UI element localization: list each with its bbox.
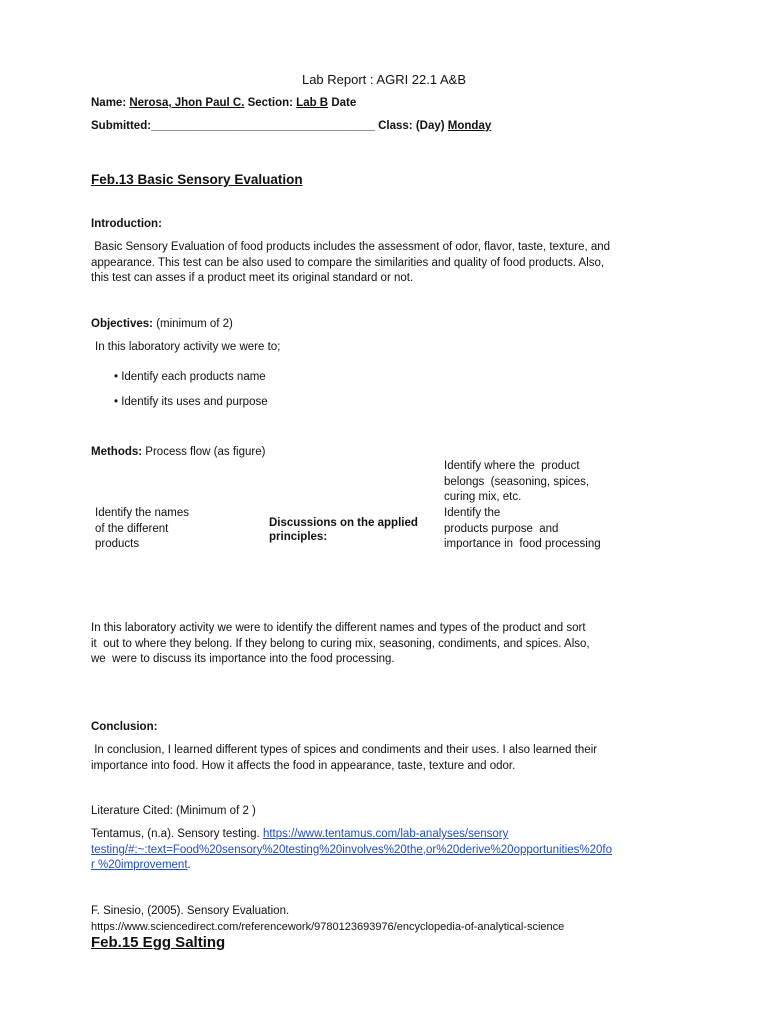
text-line: In conclusion, I learned different types of spices and condiments and their uses. I also learned their [91,744,598,756]
text-line: Basic Sensory Evaluation of food products includes the assessment of odor, flavor, taste, texture, and [91,241,611,253]
introduction-label: Introduction: [91,218,162,230]
section-heading-sensory: Feb.13 Basic Sensory Evaluation [91,172,303,187]
name-label: Name: [91,97,127,109]
reference-sinesio [91,904,564,935]
text-line: belongs (seasoning, spices, [444,475,590,488]
text-line: importance in food processing [444,538,601,550]
objective-item: • Identify each products name [114,371,266,383]
objectives-label: Objectives: [91,318,153,330]
text-line: appearance. This test can be also used to compare the similarities and quality of food products. Also, [91,256,605,269]
text-line: this test can asses if a product meet its original standard or not. [91,272,414,284]
conclusion-paragraph [91,743,597,774]
name-value: Nerosa, Jhon Paul C. [129,97,245,109]
methods-label: Methods: [91,446,143,458]
objectives-heading [91,318,233,330]
reference-link[interactable]: https://www.tentamus.com/lab-analyses/sensory [262,828,509,840]
reference-period: . [187,859,191,871]
reference-text: F. Sinesio, (2005). Sensory Evaluation. [91,905,290,917]
submitted-blank: ___________________________________ [151,120,375,132]
flow-step-identify-names [95,506,189,553]
objectives-lead: In this laboratory activity we were to; [95,341,281,353]
reference-url: https://www.sciencedirect.com/referencework/9780123693976/encyclopedia-of-analytical-science [91,920,565,933]
methods-note: Process flow (as figure) [142,446,266,458]
class-label: Class: (Day) [378,120,445,132]
methods-heading [91,446,265,458]
text-line: In this laboratory activity we were to identify the different names and types of the product and sort [91,622,586,634]
reference-text: Tentamus, (n.a). Sensory testing. [91,828,263,840]
text-line: of the different [95,522,169,535]
flow-step-identify-belongs [444,459,589,506]
text-line: Identify the [444,507,501,519]
reference-link[interactable]: testing/#:~:text=Food%20sensory%20testing%20involves%20the,or%20derive%20opportunities%20fo [91,843,613,856]
discussion-paragraph [91,621,590,668]
text-line: Discussions on the applied [269,517,418,529]
objective-item: • Identify its uses and purpose [114,396,268,408]
text-line: it out to where they belong. If they belong to curing mix, seasoning, condiments, and spices. Also, [91,637,590,650]
conclusion-label: Conclusion: [91,721,158,733]
flow-step-discussions [269,517,418,544]
literature-cited-label: Literature Cited: (Minimum of 2 ) [91,805,256,817]
text-line: products [95,538,140,550]
reference-tentamus [91,827,612,874]
class-value: Monday [447,120,492,132]
text-line: principles: [269,530,328,543]
flow-step-identify-purpose [444,506,601,553]
objectives-note: (minimum of 2) [153,318,233,330]
text-line: Identify the names [95,507,189,519]
text-line: we were to discuss its importance into the food processing. [91,653,395,665]
section-heading-egg-salting: Feb.15 Egg Salting [91,934,226,951]
text-line: Identify where the product [444,460,580,472]
introduction-paragraph [91,240,610,287]
reference-link[interactable]: r %20improvement [91,859,188,871]
submitted-label: Submitted: [91,120,152,132]
name-row [91,97,356,109]
document-title: Lab Report : AGRI 22.1 A&B [301,72,467,87]
text-line: products purpose and [444,522,559,535]
text-line: curing mix, etc. [444,491,522,503]
section-label: Section: [247,97,293,109]
date-label: Date [331,97,357,109]
text-line: importance into food. How it affects the food in appearance, taste, texture and odor. [91,759,516,772]
section-value: Lab B [296,97,329,109]
submitted-row [91,120,491,132]
